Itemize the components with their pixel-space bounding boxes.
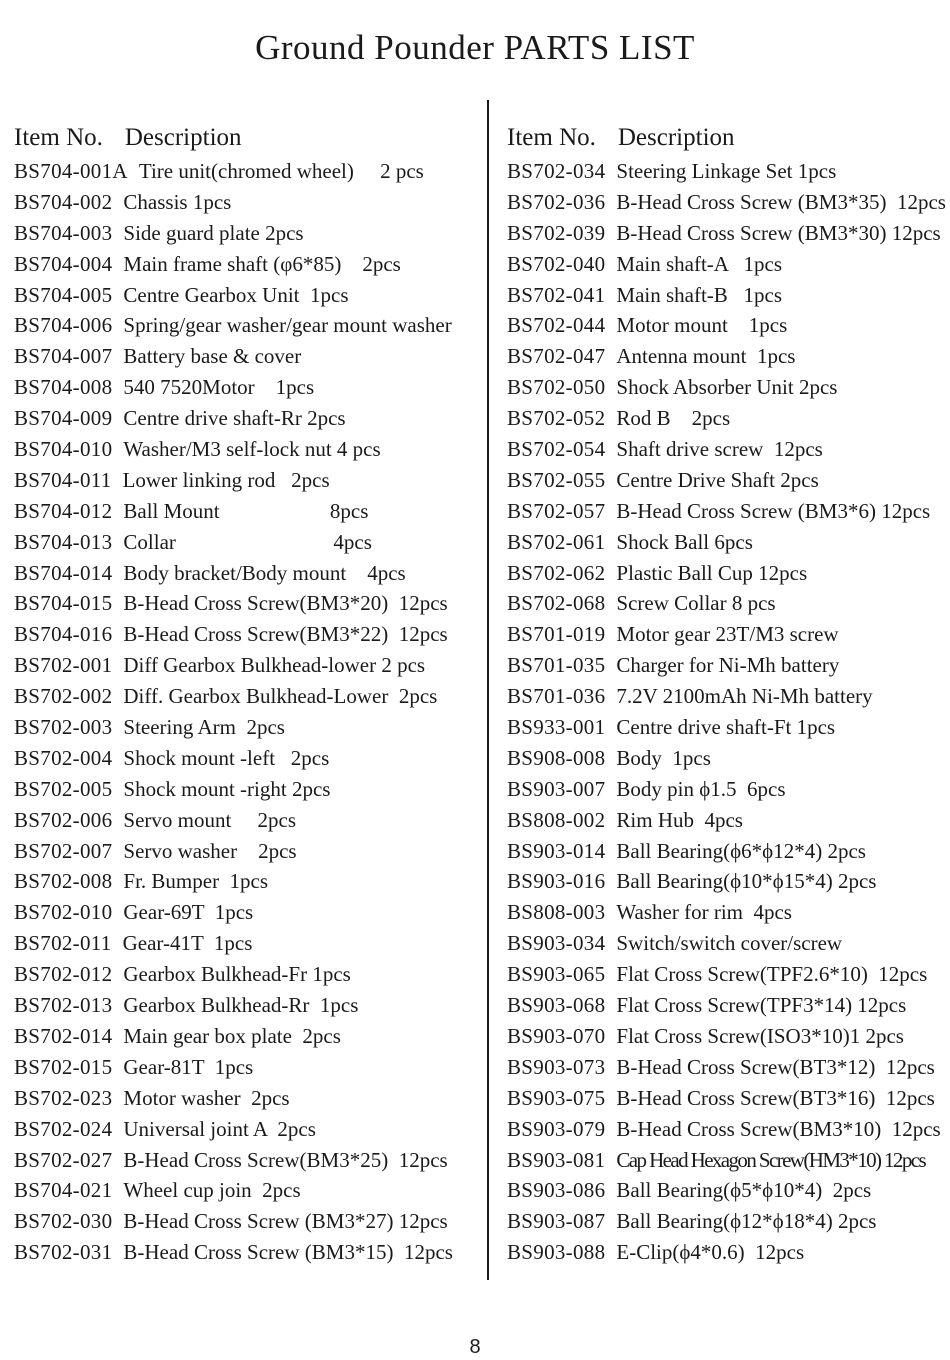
part-number: BS702-052 <box>507 406 606 431</box>
part-description: Servo mount 2pcs <box>123 807 297 832</box>
part-description: Switch/switch cover/screw <box>616 931 843 956</box>
part-description: B-Head Cross Screw(BM3*20) 12pcs <box>123 591 448 616</box>
part-number: BS702-013 <box>14 993 113 1018</box>
part-description: Main shaft-B 1pcs <box>616 282 783 307</box>
part-description: Ball Mount 8pcs <box>123 498 369 523</box>
part-row <box>14 866 482 897</box>
part-number: BS701-036 <box>507 684 606 709</box>
part-description: B-Head Cross Screw (BM3*35) 12pcs <box>616 189 946 214</box>
part-description: Flat Cross Screw(ISO3*10)1 2pcs <box>616 1023 904 1048</box>
part-description: B-Head Cross Screw(BM3*25) 12pcs <box>123 1147 448 1172</box>
header-item-no: Item No. <box>507 124 596 151</box>
part-row <box>507 712 947 743</box>
part-number: BS702-027 <box>14 1147 113 1172</box>
part-description: Rim Hub 4pcs <box>616 807 743 832</box>
part-row <box>507 805 947 836</box>
part-row <box>507 310 947 341</box>
part-description: Tire unit(chromed wheel) 2 pcs <box>138 159 424 183</box>
part-number: BS702-050 <box>507 375 606 400</box>
column-divider <box>487 100 489 1280</box>
part-number: BS702-031 <box>14 1240 113 1265</box>
page-title: Ground Pounder PARTS LIST <box>255 28 695 67</box>
part-number: BS702-039 <box>507 220 606 245</box>
part-row <box>507 743 947 774</box>
part-number: BS704-010 <box>14 437 113 462</box>
part-description: Flat Cross Screw(TPF3*14) 12pcs <box>616 993 907 1018</box>
part-row <box>507 280 947 311</box>
part-description: B-Head Cross Screw(BM3*10) 12pcs <box>616 1116 941 1141</box>
part-row <box>507 897 947 928</box>
part-row <box>14 588 482 619</box>
part-description: Steering Arm 2pcs <box>123 715 285 740</box>
part-description: B-Head Cross Screw (BM3*27) 12pcs <box>123 1209 448 1234</box>
part-row <box>14 527 482 558</box>
part-description: Body pin ϕ1.5 6pcs <box>616 776 786 801</box>
part-description: Washer/M3 self-lock nut 4 pcs <box>123 437 381 462</box>
part-description: Gearbox Bulkhead-Fr 1pcs <box>123 962 351 987</box>
part-row <box>507 990 947 1021</box>
part-number: BS702-007 <box>14 838 113 863</box>
page-number: 8 <box>469 1336 481 1358</box>
part-description: Wheel cup join 2pcs <box>123 1178 301 1203</box>
column-header <box>14 120 482 156</box>
part-number: BS704-007 <box>14 344 113 369</box>
part-description: Centre Drive Shaft 2pcs <box>616 467 819 492</box>
column-header <box>507 120 947 156</box>
part-number: BS903-034 <box>507 931 606 956</box>
part-number: BS933-001 <box>507 715 606 740</box>
part-row <box>507 681 947 712</box>
part-row <box>507 588 947 619</box>
part-description: Ball Bearing(ϕ5*ϕ10*4) 2pcs <box>616 1178 872 1203</box>
part-description: Steering Linkage Set 1pcs <box>616 159 837 183</box>
part-number: BS702-034 <box>507 159 606 183</box>
part-number: BS903-014 <box>507 838 606 863</box>
part-row <box>14 619 482 650</box>
part-number: BS702-062 <box>507 560 606 585</box>
part-number: BS704-002 <box>14 189 113 214</box>
parts-list <box>507 156 947 1268</box>
part-description: Ball Bearing(ϕ6*ϕ12*4) 2pcs <box>616 838 866 863</box>
part-number: BS903-065 <box>507 962 606 987</box>
part-number: BS903-070 <box>507 1023 606 1048</box>
part-row <box>14 1052 482 1083</box>
part-number: BS702-003 <box>14 715 113 740</box>
part-description: Universal joint A 2pcs <box>123 1116 316 1141</box>
header-item-no: Item No. <box>14 124 103 151</box>
part-number: BS704-001A <box>14 159 128 183</box>
part-number: BS702-006 <box>14 807 113 832</box>
part-row <box>14 341 482 372</box>
part-number: BS903-081 <box>507 1147 606 1172</box>
part-number: BS704-009 <box>14 406 113 431</box>
part-description: Plastic Ball Cup 12pcs <box>616 560 808 585</box>
part-row <box>507 527 947 558</box>
part-number: BS702-054 <box>507 437 606 462</box>
part-number: BS702-010 <box>14 900 113 925</box>
part-number: BS903-016 <box>507 869 606 894</box>
part-number: BS702-061 <box>507 529 606 554</box>
part-number: BS702-004 <box>14 745 113 770</box>
part-number: BS702-023 <box>14 1085 113 1110</box>
part-number: BS702-012 <box>14 962 113 987</box>
part-description: Diff. Gearbox Bulkhead-Lower 2pcs <box>123 684 438 709</box>
part-row <box>14 897 482 928</box>
part-row <box>507 774 947 805</box>
part-number: BS903-079 <box>507 1116 606 1141</box>
part-row <box>14 1237 482 1268</box>
part-description: Servo washer 2pcs <box>123 838 297 863</box>
part-description: B-Head Cross Screw (BM3*15) 12pcs <box>123 1240 453 1265</box>
part-number: BS702-008 <box>14 869 113 894</box>
part-number: BS702-002 <box>14 684 113 709</box>
part-number: BS702-040 <box>507 251 606 276</box>
part-number: BS808-002 <box>507 807 606 832</box>
part-description: Charger for Ni-Mh battery <box>616 653 840 678</box>
part-row <box>507 1021 947 1052</box>
part-row <box>14 218 482 249</box>
part-description: Flat Cross Screw(TPF2.6*10) 12pcs <box>616 962 928 987</box>
part-description: Body 1pcs <box>616 745 711 770</box>
part-description: Fr. Bumper 1pcs <box>123 869 269 894</box>
part-number: BS704-003 <box>14 220 113 245</box>
part-number: BS702-036 <box>507 189 606 214</box>
part-number: BS903-007 <box>507 776 606 801</box>
part-number: BS704-016 <box>14 622 113 647</box>
part-row <box>507 156 947 187</box>
part-description: B-Head Cross Screw (BM3*6) 12pcs <box>616 498 931 523</box>
part-row <box>14 496 482 527</box>
part-description: Washer for rim 4pcs <box>616 900 792 925</box>
part-description: Collar 4pcs <box>123 529 372 554</box>
part-row <box>14 310 482 341</box>
part-description: Ball Bearing(ϕ10*ϕ15*4) 2pcs <box>616 869 877 894</box>
part-row <box>507 341 947 372</box>
part-row <box>507 959 947 990</box>
part-row <box>14 1175 482 1206</box>
part-description: Cap Head Hexagon Screw(HM3*10) 12pcs <box>616 1147 926 1172</box>
part-row <box>14 774 482 805</box>
part-row <box>507 1145 947 1176</box>
part-row <box>14 650 482 681</box>
part-description: Body bracket/Body mount 4pcs <box>123 560 406 585</box>
part-number: BS704-006 <box>14 313 113 338</box>
part-description: Centre drive shaft-Ft 1pcs <box>616 715 836 740</box>
part-description: Shaft drive screw 12pcs <box>616 437 823 462</box>
part-description: Main gear box plate 2pcs <box>123 1023 341 1048</box>
part-number: BS704-013 <box>14 529 113 554</box>
part-description: Side guard plate 2pcs <box>123 220 304 245</box>
part-description: Gear-41T 1pcs <box>122 931 253 956</box>
part-row <box>14 156 482 187</box>
part-row <box>14 434 482 465</box>
part-row <box>507 434 947 465</box>
part-number: BS702-055 <box>507 467 606 492</box>
part-number: BS702-011 <box>14 931 112 956</box>
part-row <box>507 465 947 496</box>
part-row <box>507 619 947 650</box>
part-number: BS702-041 <box>507 282 606 307</box>
part-row <box>14 558 482 589</box>
part-row <box>14 990 482 1021</box>
part-row <box>14 1145 482 1176</box>
part-description: Gear-69T 1pcs <box>123 900 254 925</box>
part-description: Antenna mount 1pcs <box>616 344 796 369</box>
part-description: Lower linking rod 2pcs <box>122 467 330 492</box>
part-description: E-Clip(ϕ4*0.6) 12pcs <box>616 1240 805 1265</box>
part-number: BS903-086 <box>507 1178 606 1203</box>
part-row <box>14 465 482 496</box>
part-row <box>14 836 482 867</box>
part-number: BS704-014 <box>14 560 113 585</box>
header-description: Description <box>617 124 735 151</box>
part-description: Battery base & cover <box>123 344 302 369</box>
parts-list <box>14 156 482 1268</box>
part-description: Main frame shaft (φ6*85) 2pcs <box>123 251 401 276</box>
part-row <box>14 1114 482 1145</box>
part-number: BS702-015 <box>14 1054 113 1079</box>
part-row <box>14 403 482 434</box>
part-row <box>507 1083 947 1114</box>
part-row <box>507 1052 947 1083</box>
part-number: BS702-030 <box>14 1209 113 1234</box>
part-description: Motor gear 23T/M3 screw <box>616 622 839 647</box>
part-number: BS701-019 <box>507 622 606 647</box>
part-number: BS903-073 <box>507 1054 606 1079</box>
part-row <box>14 280 482 311</box>
part-number: BS702-068 <box>507 591 606 616</box>
parts-column-left <box>14 120 482 1268</box>
part-row <box>507 187 947 218</box>
part-row <box>507 403 947 434</box>
part-number: BS704-008 <box>14 375 113 400</box>
part-row <box>507 836 947 867</box>
part-description: Centre Gearbox Unit 1pcs <box>123 282 349 307</box>
part-description: Diff Gearbox Bulkhead-lower 2 pcs <box>123 653 426 678</box>
part-row <box>507 1114 947 1145</box>
part-row <box>14 928 482 959</box>
part-description: B-Head Cross Screw (BM3*30) 12pcs <box>616 220 941 245</box>
part-description: Screw Collar 8 pcs <box>616 591 776 616</box>
header-description: Description <box>124 124 242 151</box>
part-description: Rod B 2pcs <box>616 406 731 431</box>
part-description: Motor washer 2pcs <box>123 1085 290 1110</box>
part-row <box>14 1206 482 1237</box>
part-row <box>14 187 482 218</box>
part-number: BS808-003 <box>507 900 606 925</box>
part-number: BS903-087 <box>507 1209 606 1234</box>
part-description: Centre drive shaft-Rr 2pcs <box>123 406 346 431</box>
part-description: 7.2V 2100mAh Ni-Mh battery <box>616 684 873 709</box>
part-row <box>507 558 947 589</box>
part-description: 540 7520Motor 1pcs <box>123 375 315 400</box>
part-row <box>14 1083 482 1114</box>
part-number: BS702-005 <box>14 776 113 801</box>
part-number: BS702-047 <box>507 344 606 369</box>
part-description: B-Head Cross Screw(BT3*12) 12pcs <box>616 1054 935 1079</box>
part-number: BS704-021 <box>14 1178 113 1203</box>
part-row <box>507 1237 947 1268</box>
part-row <box>507 249 947 280</box>
part-description: Shock mount -left 2pcs <box>123 745 330 770</box>
part-number: BS704-004 <box>14 251 113 276</box>
part-row <box>14 249 482 280</box>
part-number: BS908-008 <box>507 745 606 770</box>
part-row <box>14 712 482 743</box>
part-row <box>14 805 482 836</box>
part-description: Motor mount 1pcs <box>616 313 788 338</box>
part-number: BS903-088 <box>507 1240 606 1265</box>
part-number: BS704-011 <box>14 467 112 492</box>
part-number: BS702-044 <box>507 313 606 338</box>
part-description: Spring/gear washer/gear mount washer <box>123 313 452 338</box>
part-row <box>14 1021 482 1052</box>
part-description: Shock Absorber Unit 2pcs <box>616 375 838 400</box>
part-number: BS702-057 <box>507 498 606 523</box>
part-description: Shock Ball 6pcs <box>616 529 753 554</box>
part-description: B-Head Cross Screw(BM3*22) 12pcs <box>123 622 448 647</box>
part-number: BS701-035 <box>507 653 606 678</box>
part-row <box>507 650 947 681</box>
part-row <box>507 218 947 249</box>
part-description: B-Head Cross Screw(BT3*16) 12pcs <box>616 1085 935 1110</box>
part-row <box>507 866 947 897</box>
part-number: BS903-075 <box>507 1085 606 1110</box>
part-row <box>14 743 482 774</box>
parts-column-right <box>507 120 947 1268</box>
part-description: Main shaft-A 1pcs <box>616 251 783 276</box>
part-row <box>507 496 947 527</box>
part-number: BS702-024 <box>14 1116 113 1141</box>
part-description: Gearbox Bulkhead-Rr 1pcs <box>123 993 359 1018</box>
part-number: BS704-015 <box>14 591 113 616</box>
part-description: Shock mount -right 2pcs <box>123 776 331 801</box>
part-number: BS702-014 <box>14 1023 113 1048</box>
part-description: Ball Bearing(ϕ12*ϕ18*4) 2pcs <box>616 1209 877 1234</box>
part-row <box>507 1175 947 1206</box>
part-number: BS702-001 <box>14 653 113 678</box>
part-number: BS704-005 <box>14 282 113 307</box>
part-row <box>14 681 482 712</box>
part-description: Gear-81T 1pcs <box>123 1054 254 1079</box>
part-row <box>507 1206 947 1237</box>
part-row <box>507 372 947 403</box>
part-row <box>14 959 482 990</box>
part-row <box>507 928 947 959</box>
part-number: BS903-068 <box>507 993 606 1018</box>
part-number: BS704-012 <box>14 498 113 523</box>
part-row <box>14 372 482 403</box>
part-description: Chassis 1pcs <box>123 189 232 214</box>
